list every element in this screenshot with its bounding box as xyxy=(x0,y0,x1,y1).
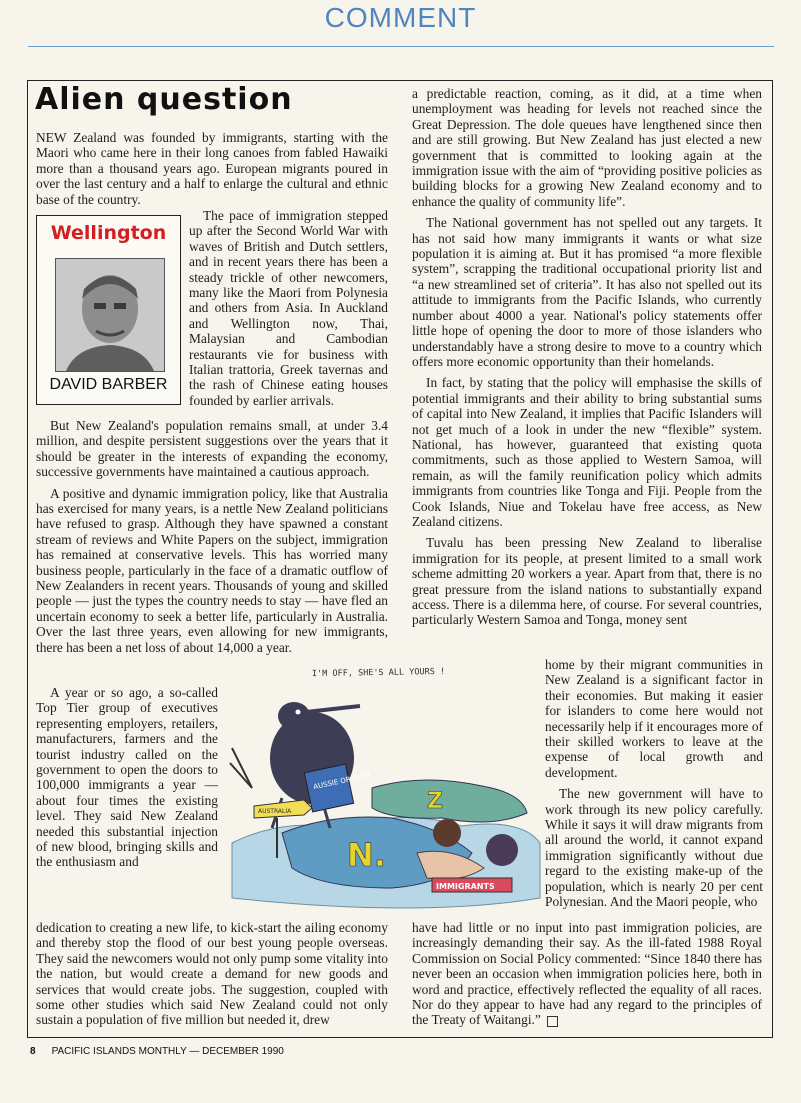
paragraph: a predictable reaction, coming, as it did, at a time when unemployment was heading for levels not reached since the Great Depression. The dole queues have lengthened since then and are still growing. But New Zealand has just elected a new government that is committed to looking again at the immigration issue with the aim of “providing positive policies as building blocks for a growing New Zealand economy and to enhance the quality of community life”. xyxy=(412,86,762,209)
cartoon-illustration xyxy=(222,668,544,918)
paragraph: NEW Zealand was founded by immigrants, starting with the Maori who came here in their long canoes from fabled Hawaiki more than a thousand years ago. European migrants poured in over the last century and a half to enlarge the cultural and ethnic base of the country. xyxy=(36,130,388,207)
paragraph: home by their migrant communities in New Zealand is a significant factor in their economies. But making it easier for islanders to come here would not necessarily help if it encourages more of their skilled workers to leave at the expense of local growth and development. xyxy=(545,657,763,780)
paragraph: Tuvalu has been pressing New Zealand to liberalise immigration for its people, at present limited to a small work scheme admitting 20 workers a year. Apart from that, there is no great pressure from the island nations to substantially expand access. There is a dilemma here, of course. For several countries, particularly Western Samoa and Tonga, money sent xyxy=(412,535,762,628)
headline: Alien question xyxy=(35,82,293,117)
page-footer xyxy=(30,1046,284,1057)
byline-box xyxy=(36,215,181,405)
paragraph: A positive and dynamic immigration policy, like that Australia has exercised for many years, is a nettle New Zealand politicians have refused to grasp. Although they have spawned a constant stream of reviews and White Papers on the subject, immigration has remained at conservative levels. This has worried many business people, particularly in the face of a dramatic outflow of New Zealanders in recent years. Thousands of young and skilled people — just the types the country needs to stay — have fled an uncertain economy to seek a better life, particularly in Australia. Over the last three years, even allowing for new immigrants, there has been a net loss of about 14,000 a year. xyxy=(36,485,388,655)
section-title: COMMENT xyxy=(324,2,477,33)
paragraph: The pace of immigration stepped up after the Second World War with waves of British and Dutch settlers, and in recent years there has been a steady trickle of other newcomers, many like the Maori from Polynesia and others from Asia. In Auckland and Wellington now, Thai, Malaysian and Cambodian restaurants vie for business with Italian trattoria, Greek tavernas and the rash of Chinese eating houses founded by earlier arrivals. xyxy=(189,208,388,408)
paragraph: In fact, by stating that the policy will emphasise the skills of potential immigrants and their ability to bring substantial sums of capital into New Zealand, it implies that Pacific Islanders will not get much of a look in under the new “flexible” system. National, has however, guaranteed that existing quota commitments, such as those applied to Western Samoa, will remain, as will the family reunification policy which admits immigrants from countries like Tonga and Fiji. People from the Cook Islands, Niue and Tokelau have free access, as New Zealand citizens. xyxy=(412,375,762,529)
paragraph-5 xyxy=(36,685,218,876)
intro-paragraph xyxy=(36,130,388,213)
immigrants-banner: IMMIGRANTS xyxy=(436,882,495,891)
aussie-sign: AUSSIE OR BUST xyxy=(312,771,372,792)
paragraph: A year or so ago, a so-called Top Tier group of executives representing employers, retailers, manufacturers, farmers and the tourist industry called on the government to open the doors to 100,000 immigrants a year — about four times the existing level. They said New Zealand needed this substantial injection of new blood, bringing skills and the enthusiasm and xyxy=(36,685,218,870)
author-photo xyxy=(55,258,165,372)
right-column-text xyxy=(412,86,762,634)
paragraph: dedication to creating a new life, to kick-start the ailing economy and thereby stop the flood of our best young people overseas. They said the newcomers would not only pump some vitality into the nation, but would create a demand for new goods and services that would create jobs. The suggestion, coupled with some other studies which said New Zealand could not only sustain a population of five million but needed it, drew xyxy=(36,920,388,1028)
closing-text: have had little or no input into past immigration policies, are increasingly demanding their say. As the ill-fated 1988 Royal Commission on Social Policy commented: “Since 1840 there has never been an occasion when immigration policies here, both in word and practice, effectively reflected the equality of all races. Nor do they appear to have had any regard to the principles of the Treaty of Waitangi.” xyxy=(412,920,762,1028)
author-portrait-icon xyxy=(56,259,164,371)
paragraph xyxy=(412,920,762,1028)
publication-line: PACIFIC ISLANDS MONTHLY — DECEMBER 1990 xyxy=(51,1046,284,1057)
byline-name: DAVID BARBER xyxy=(49,376,168,393)
paragraph: The National government has not spelled out any targets. It has not said how many immigrants it wants or what size population it is aiming at. But it has promised “a more flexible system”, scrapping the traditional occupational priority list and “a new streamlined set of criteria”. It has also not spelled out its attitude to immigrants from the Pacific Islands, who currently number about 4000 a year. National's policy statements offer little hope of opening the door to more of those islanders who understandably have a strong desire to move to a country which offers more economic opportunity than their homelands. xyxy=(412,215,762,369)
kiwi-cartoon-icon xyxy=(222,668,544,918)
right-column-ending xyxy=(412,920,762,1034)
australia-sign: AUSTRALIA xyxy=(258,808,292,815)
letter-z: Z xyxy=(427,789,443,814)
right-narrow-text xyxy=(545,657,763,916)
byline-city: Wellington xyxy=(50,222,167,244)
end-mark-icon xyxy=(547,1016,558,1027)
page-number: 8 xyxy=(30,1046,36,1057)
top-rule xyxy=(28,46,774,47)
paragraph-2 xyxy=(189,208,388,414)
paragraph-5-continued xyxy=(36,920,388,1034)
letter-n: N. xyxy=(347,836,386,874)
cartoon-caption: I'M OFF, SHE'S ALL YOURS ! xyxy=(311,666,446,680)
paragraph: But New Zealand's population remains small, at under 3.4 million, and despite persistent suggestions over the years that it should be greater in the interests of expanding the economy, successive governments have maintained a cautious approach. xyxy=(36,418,388,480)
paragraph: The new government will have to work through its new policy carefully. While it says it will draw migrants from all around the world, it cannot expand immigration significantly without due regard to the existing make-up of the population, which is nearly 20 per cent Polynesian. And the Maori people, who xyxy=(545,786,763,910)
left-column-text xyxy=(36,418,388,661)
